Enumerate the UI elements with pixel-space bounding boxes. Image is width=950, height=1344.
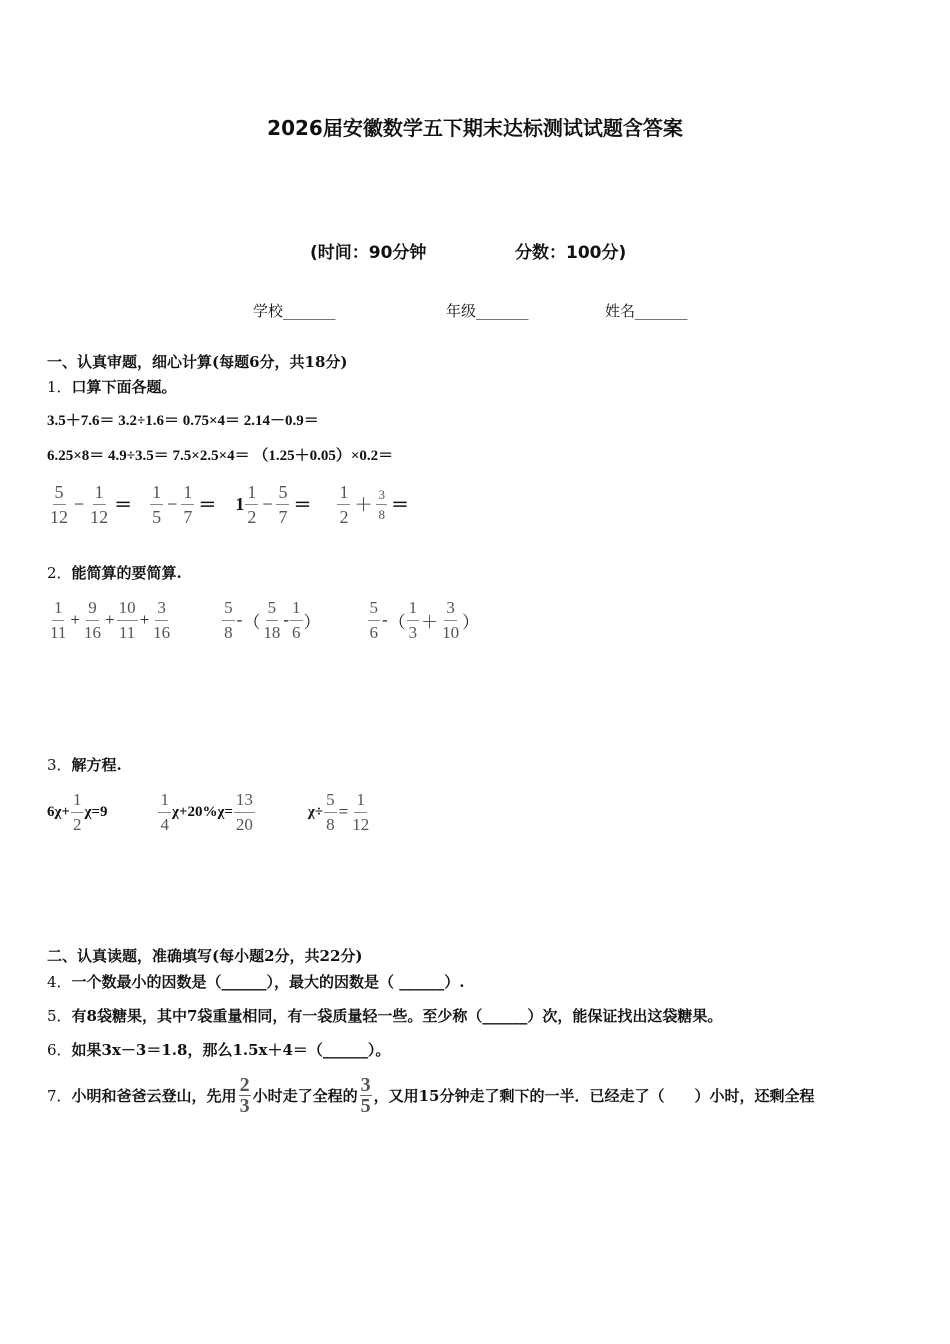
fraction: $\frac{1}{2}$ — [339, 481, 349, 527]
document-title: 2026届安徽数学五下期末达标测试试题含答案 — [267, 116, 683, 140]
fraction: $\frac{9}{16}$ — [83, 597, 101, 642]
question-number: 1． — [47, 378, 72, 396]
question-text: 解方程. — [71, 756, 122, 774]
fraction: $\frac{5}{8}$ — [224, 597, 233, 642]
question-6 — [47, 1039, 390, 1060]
question-text-part-2: 小时走了全程的 — [252, 1086, 358, 1105]
fraction: $\frac{3}{5}$ — [360, 1073, 371, 1117]
question-number: 3． — [47, 756, 72, 774]
fraction: $\frac{5}{18}$ — [263, 597, 281, 642]
fraction-calc-row: $\frac{5}{12}$ − $\frac{1}{12}$ ＝ $\frac{1}{5}$ − $\frac{1}{7}$ ＝ 1 $\frac{1}{2}$ − $\frac{5}{7}$ ＝ $\frac{1}{2}$ ＋ $\frac{3}{8}$ ＝ — [50, 481, 409, 527]
fraction: $\frac{1}{5}$ — [152, 481, 162, 527]
fraction: $\frac{1}{3}$ — [408, 597, 418, 642]
fraction: $\frac{1}{2}$ — [72, 789, 82, 834]
fraction: $\frac{1}{7}$ — [183, 481, 193, 527]
name-field: 姓名_______ — [605, 302, 688, 320]
fraction: $\frac{5}{12}$ — [50, 481, 68, 527]
fraction: $\frac{1}{11}$ — [50, 597, 67, 642]
grade-field: 年级_______ — [446, 302, 529, 320]
question-1 — [47, 376, 177, 397]
question-number: 2． — [47, 564, 72, 582]
fraction: $\frac{1}{12}$ — [352, 789, 370, 834]
question-number: 6． — [47, 1041, 72, 1059]
calc-row-2: 6.25×8＝ 4.9÷3.5＝ 7.5×2.5×4＝ （1.25＋0.05）×0.2＝ — [47, 448, 394, 464]
fraction: $\frac{1}{12}$ — [90, 481, 109, 527]
fraction: $\frac{3}{16}$ — [153, 597, 171, 642]
fraction: $\frac{13}{20}$ — [235, 789, 253, 834]
question-3 — [47, 754, 122, 775]
fraction: $\frac{5}{7}$ — [278, 481, 288, 527]
question-number: 5． — [47, 1007, 72, 1025]
question-7 — [47, 1072, 814, 1118]
school-field: 学校_______ — [253, 302, 336, 320]
time-label: (时间：90分钟 — [310, 243, 427, 263]
question-number: 4． — [47, 973, 72, 991]
question-text: 口算下面各题。 — [71, 378, 177, 396]
question-4 — [47, 971, 465, 992]
section-1-heading: 一、认真审题，细心计算(每题6分，共18分) — [47, 353, 348, 371]
fraction: $\frac{3}{10}$ — [442, 597, 460, 642]
question-text: 能简算的要简算. — [71, 564, 182, 582]
mixed-number-whole: 1 — [235, 493, 245, 514]
fraction: $\frac{3}{8}$ — [378, 486, 385, 522]
question-text-part-1: 小明和爸爸云登山，先用 — [71, 1086, 237, 1105]
fraction: $\frac{1}{2}$ — [247, 481, 257, 527]
question-text: 如果3x－3＝1.8，那么1.5x＋4＝（______）。 — [71, 1041, 391, 1059]
equation-row: 6χ+ $\frac{1}{2}$ χ=9 $\frac{1}{4}$ χ+20%χ= $\frac{13}{20}$ χ÷ $\frac{5}{8}$ = $\frac{1}{12}$ — [47, 789, 370, 834]
section-2-heading: 二、认真读题，准确填写(每小题2分，共22分) — [47, 947, 363, 965]
question-text: 一个数最小的因数是（______），最大的因数是（ ______）. — [71, 973, 465, 991]
question-2 — [47, 562, 182, 583]
fraction: $\frac{2}{3}$ — [239, 1073, 250, 1117]
question-text: 有8袋糖果，其中7袋重量相同，有一袋质量轻一些。至少称（______）次，能保证找出这袋糖果。 — [71, 1007, 723, 1025]
fraction: $\frac{1}{4}$ — [160, 789, 169, 834]
fraction: $\frac{10}{11}$ — [118, 597, 136, 642]
fraction: $\frac{5}{8}$ — [326, 789, 335, 834]
question-text-part-3: ，又用15分钟走了剩下的一半．已经走了（ ）小时，还剩全程 — [373, 1086, 815, 1105]
fraction: $\frac{1}{6}$ — [292, 597, 301, 642]
calc-row-1: 3.5＋7.6＝ 3.2÷1.6＝ 0.75×4＝ 2.14－0.9＝ — [47, 413, 319, 429]
simplify-row: $\frac{1}{11}$ + $\frac{9}{16}$ + $\frac{10}{11}$ + $\frac{3}{16}$ $\frac{5}{8}$ - （ $\frac{5}{18}$ - $\frac{1}{6}$ ） $\frac{5}{6}$ - （ $\frac{1}{3}$ ＋ $\frac{3}{10}$ ） — [50, 597, 480, 642]
score-label: 分数：100分) — [515, 243, 627, 263]
fraction: $\frac{5}{6}$ — [369, 597, 378, 642]
question-5 — [47, 1005, 722, 1026]
question-number: 7． — [47, 1086, 72, 1105]
